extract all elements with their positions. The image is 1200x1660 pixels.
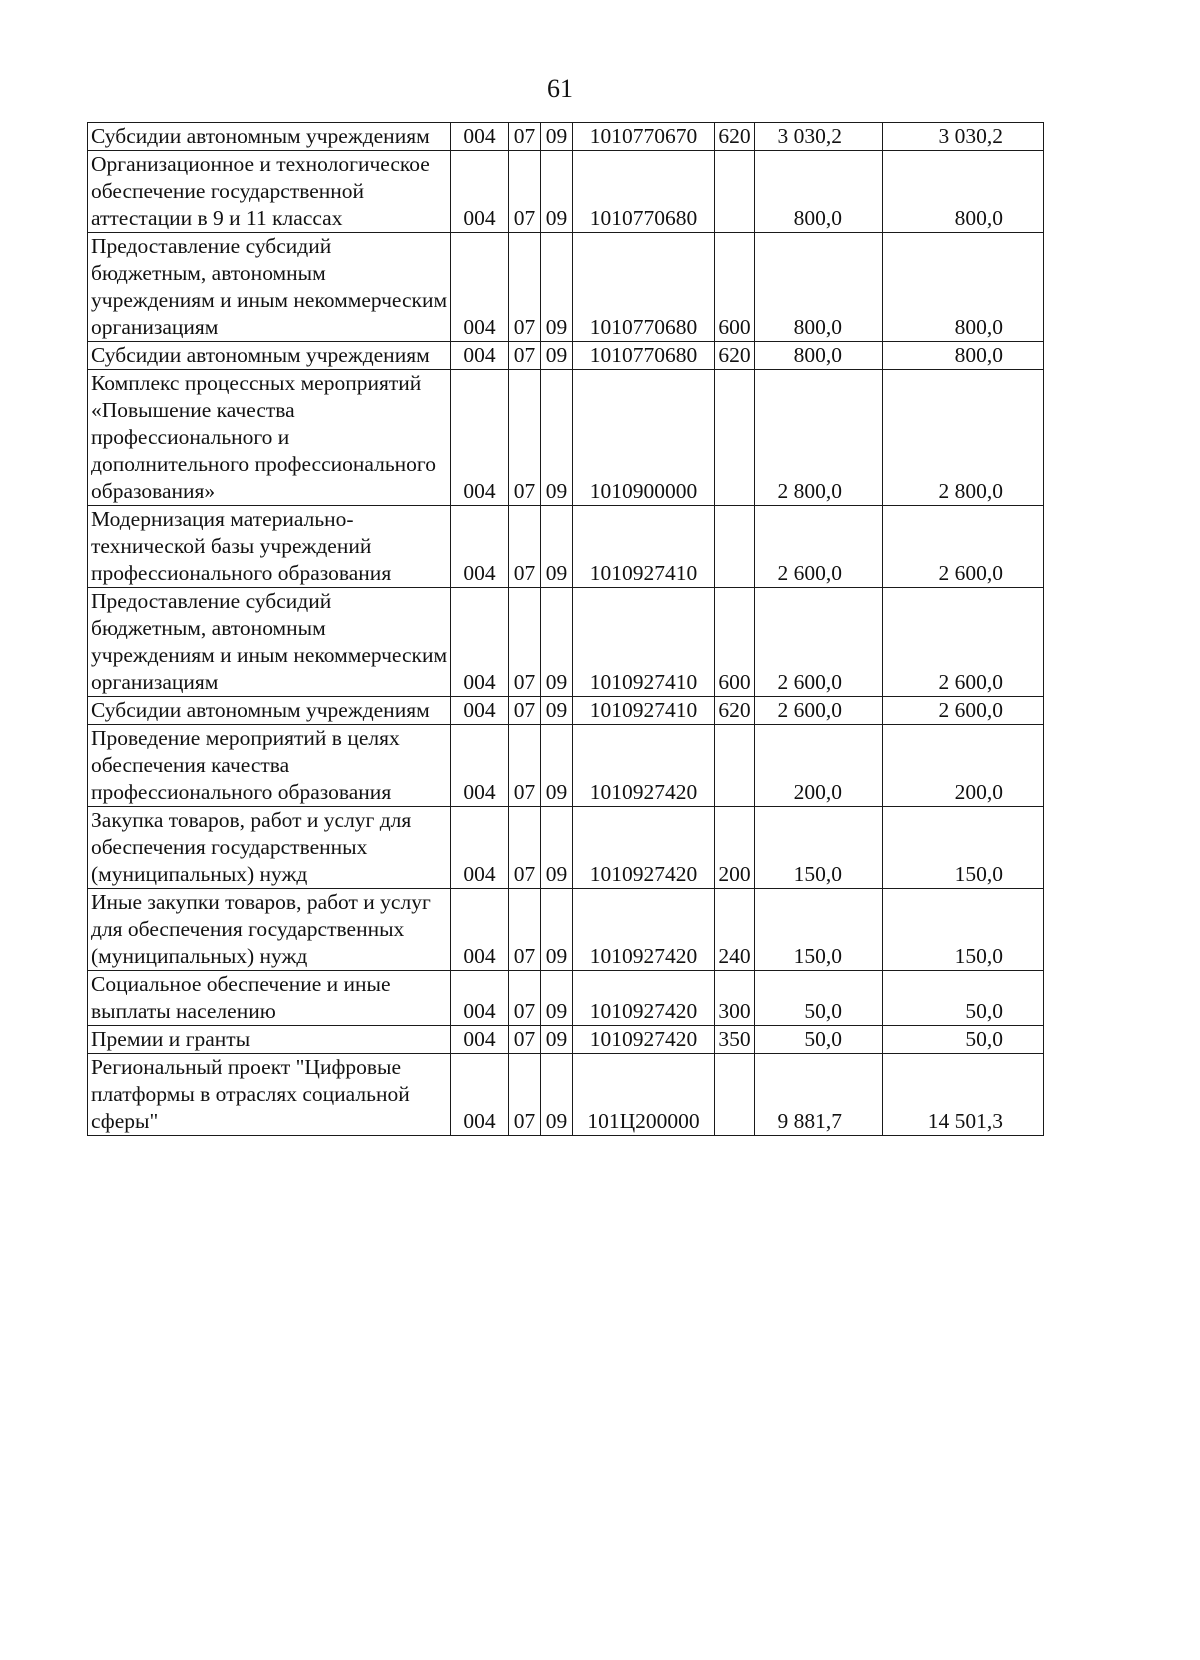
amount-year1-cell: 50,0 bbox=[755, 971, 883, 1026]
section-code-cell: 07 bbox=[509, 889, 541, 971]
expense-name-cell: Социальное обеспечение и иные выплаты населению bbox=[88, 971, 451, 1026]
expense-type-cell: 300 bbox=[715, 971, 755, 1026]
expense-type-cell: 600 bbox=[715, 233, 755, 342]
expense-name-cell: Модернизация материально-технической базы учреждений профессионального образования bbox=[88, 506, 451, 588]
target-article-cell: 1010927410 bbox=[573, 697, 715, 725]
target-article-cell: 1010770670 bbox=[573, 123, 715, 151]
target-article-cell: 1010927420 bbox=[573, 1026, 715, 1054]
expense-name-cell: Комплекс процессных мероприятий «Повышение качества профессионального и дополнительного профессионального образования» bbox=[88, 370, 451, 506]
target-article-cell: 101Ц200000 bbox=[573, 1054, 715, 1136]
amount-year2-cell: 50,0 bbox=[883, 971, 1044, 1026]
section-code-cell: 07 bbox=[509, 971, 541, 1026]
target-article-cell: 1010927420 bbox=[573, 807, 715, 889]
amount-year2-cell: 3 030,2 bbox=[883, 123, 1044, 151]
grbs-code-cell: 004 bbox=[451, 889, 509, 971]
grbs-code-cell: 004 bbox=[451, 370, 509, 506]
expense-type-cell bbox=[715, 151, 755, 233]
expense-type-cell bbox=[715, 370, 755, 506]
table-row bbox=[88, 725, 1044, 807]
section-code-cell: 07 bbox=[509, 1054, 541, 1136]
budget-table bbox=[87, 122, 1044, 1136]
expense-type-cell: 200 bbox=[715, 807, 755, 889]
subsection-code-cell: 09 bbox=[541, 370, 573, 506]
table-row bbox=[88, 233, 1044, 342]
grbs-code-cell: 004 bbox=[451, 151, 509, 233]
expense-name-cell: Субсидии автономным учреждениям bbox=[88, 123, 451, 151]
amount-year1-cell: 2 800,0 bbox=[755, 370, 883, 506]
expense-type-cell bbox=[715, 725, 755, 807]
expense-type-cell: 620 bbox=[715, 123, 755, 151]
table-body bbox=[88, 123, 1044, 1136]
grbs-code-cell: 004 bbox=[451, 123, 509, 151]
subsection-code-cell: 09 bbox=[541, 725, 573, 807]
section-code-cell: 07 bbox=[509, 1026, 541, 1054]
grbs-code-cell: 004 bbox=[451, 233, 509, 342]
expense-name-cell: Предоставление субсидий бюджетным, автономным учреждениям и иным некоммерческим организациям bbox=[88, 233, 451, 342]
subsection-code-cell: 09 bbox=[541, 233, 573, 342]
section-code-cell: 07 bbox=[509, 233, 541, 342]
grbs-code-cell: 004 bbox=[451, 697, 509, 725]
amount-year2-cell: 800,0 bbox=[883, 151, 1044, 233]
subsection-code-cell: 09 bbox=[541, 971, 573, 1026]
amount-year2-cell: 2 600,0 bbox=[883, 697, 1044, 725]
section-code-cell: 07 bbox=[509, 506, 541, 588]
target-article-cell: 1010770680 bbox=[573, 342, 715, 370]
expense-name-cell: Премии и гранты bbox=[88, 1026, 451, 1054]
amount-year1-cell: 50,0 bbox=[755, 1026, 883, 1054]
target-article-cell: 1010927420 bbox=[573, 889, 715, 971]
subsection-code-cell: 09 bbox=[541, 506, 573, 588]
expense-name-cell: Субсидии автономным учреждениям bbox=[88, 697, 451, 725]
target-article-cell: 1010927420 bbox=[573, 725, 715, 807]
section-code-cell: 07 bbox=[509, 697, 541, 725]
table-row bbox=[88, 123, 1044, 151]
subsection-code-cell: 09 bbox=[541, 889, 573, 971]
expense-name-cell: Региональный проект "Цифровые платформы в отраслях социальной сферы" bbox=[88, 1054, 451, 1136]
amount-year2-cell: 150,0 bbox=[883, 807, 1044, 889]
section-code-cell: 07 bbox=[509, 588, 541, 697]
amount-year2-cell: 150,0 bbox=[883, 889, 1044, 971]
amount-year1-cell: 150,0 bbox=[755, 889, 883, 971]
amount-year2-cell: 800,0 bbox=[883, 233, 1044, 342]
amount-year2-cell: 2 800,0 bbox=[883, 370, 1044, 506]
amount-year1-cell: 800,0 bbox=[755, 342, 883, 370]
subsection-code-cell: 09 bbox=[541, 807, 573, 889]
expense-type-cell: 240 bbox=[715, 889, 755, 971]
amount-year2-cell: 50,0 bbox=[883, 1026, 1044, 1054]
table-row bbox=[88, 342, 1044, 370]
amount-year2-cell: 200,0 bbox=[883, 725, 1044, 807]
expense-type-cell bbox=[715, 1054, 755, 1136]
table-row bbox=[88, 807, 1044, 889]
amount-year1-cell: 800,0 bbox=[755, 233, 883, 342]
target-article-cell: 1010770680 bbox=[573, 151, 715, 233]
table-row bbox=[88, 1054, 1044, 1136]
subsection-code-cell: 09 bbox=[541, 151, 573, 233]
subsection-code-cell: 09 bbox=[541, 1026, 573, 1054]
grbs-code-cell: 004 bbox=[451, 506, 509, 588]
expense-name-cell: Предоставление субсидий бюджетным, автономным учреждениям и иным некоммерческим организациям bbox=[88, 588, 451, 697]
grbs-code-cell: 004 bbox=[451, 807, 509, 889]
grbs-code-cell: 004 bbox=[451, 971, 509, 1026]
table-row bbox=[88, 971, 1044, 1026]
amount-year1-cell: 150,0 bbox=[755, 807, 883, 889]
grbs-code-cell: 004 bbox=[451, 1054, 509, 1136]
table-row bbox=[88, 889, 1044, 971]
grbs-code-cell: 004 bbox=[451, 725, 509, 807]
amount-year1-cell: 2 600,0 bbox=[755, 588, 883, 697]
amount-year2-cell: 14 501,3 bbox=[883, 1054, 1044, 1136]
table-row bbox=[88, 588, 1044, 697]
amount-year1-cell: 200,0 bbox=[755, 725, 883, 807]
amount-year1-cell: 800,0 bbox=[755, 151, 883, 233]
amount-year1-cell: 9 881,7 bbox=[755, 1054, 883, 1136]
table-row bbox=[88, 506, 1044, 588]
expense-type-cell: 620 bbox=[715, 697, 755, 725]
expense-type-cell bbox=[715, 506, 755, 588]
subsection-code-cell: 09 bbox=[541, 342, 573, 370]
section-code-cell: 07 bbox=[509, 725, 541, 807]
target-article-cell: 1010927420 bbox=[573, 971, 715, 1026]
section-code-cell: 07 bbox=[509, 123, 541, 151]
subsection-code-cell: 09 bbox=[541, 123, 573, 151]
table-row bbox=[88, 1026, 1044, 1054]
grbs-code-cell: 004 bbox=[451, 588, 509, 697]
amount-year1-cell: 2 600,0 bbox=[755, 697, 883, 725]
target-article-cell: 1010927410 bbox=[573, 506, 715, 588]
expense-name-cell: Организационное и технологическое обеспечение государственной аттестации в 9 и 11 классах bbox=[88, 151, 451, 233]
expense-type-cell: 350 bbox=[715, 1026, 755, 1054]
amount-year2-cell: 2 600,0 bbox=[883, 506, 1044, 588]
expense-name-cell: Иные закупки товаров, работ и услуг для обеспечения государственных (муниципальных) нужд bbox=[88, 889, 451, 971]
grbs-code-cell: 004 bbox=[451, 342, 509, 370]
grbs-code-cell: 004 bbox=[451, 1026, 509, 1054]
table-row bbox=[88, 697, 1044, 725]
expense-type-cell: 620 bbox=[715, 342, 755, 370]
section-code-cell: 07 bbox=[509, 342, 541, 370]
amount-year2-cell: 2 600,0 bbox=[883, 588, 1044, 697]
subsection-code-cell: 09 bbox=[541, 1054, 573, 1136]
page-number: 61 bbox=[547, 74, 573, 103]
subsection-code-cell: 09 bbox=[541, 697, 573, 725]
table-row bbox=[88, 151, 1044, 233]
amount-year1-cell: 2 600,0 bbox=[755, 506, 883, 588]
expense-type-cell: 600 bbox=[715, 588, 755, 697]
section-code-cell: 07 bbox=[509, 370, 541, 506]
section-code-cell: 07 bbox=[509, 151, 541, 233]
table-row bbox=[88, 370, 1044, 506]
expense-name-cell: Проведение мероприятий в целях обеспечения качества профессионального образования bbox=[88, 725, 451, 807]
section-code-cell: 07 bbox=[509, 807, 541, 889]
expense-name-cell: Закупка товаров, работ и услуг для обеспечения государственных (муниципальных) нужд bbox=[88, 807, 451, 889]
expense-name-cell: Субсидии автономным учреждениям bbox=[88, 342, 451, 370]
target-article-cell: 1010927410 bbox=[573, 588, 715, 697]
amount-year1-cell: 3 030,2 bbox=[755, 123, 883, 151]
amount-year2-cell: 800,0 bbox=[883, 342, 1044, 370]
target-article-cell: 1010770680 bbox=[573, 233, 715, 342]
subsection-code-cell: 09 bbox=[541, 588, 573, 697]
target-article-cell: 1010900000 bbox=[573, 370, 715, 506]
